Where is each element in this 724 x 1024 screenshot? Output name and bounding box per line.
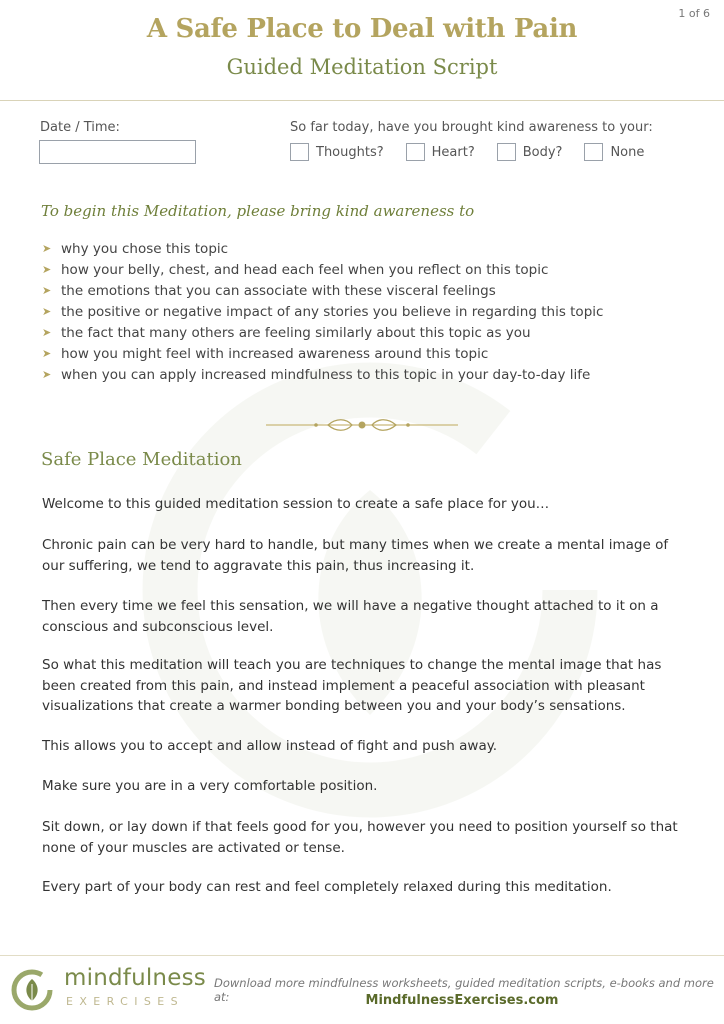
- header-divider: [0, 100, 724, 101]
- list-item: [42, 259, 603, 280]
- intro-bullet-list: [42, 238, 603, 385]
- paragraph: Make sure you are in a very comfortable position.: [42, 778, 378, 794]
- intro-heading: To begin this Meditation, please bring kind awareness to: [41, 202, 475, 220]
- list-item-text: when you can apply increased mindfulness to this topic in your day-to-day life: [61, 366, 591, 383]
- list-item: [42, 322, 603, 343]
- paragraph: So what this meditation will teach you are techniques to change the mental image that has been created from this pain, and instead implement a peaceful association with pleasant visualizations that create a warmer bonding between you and your body’s sensations.: [42, 657, 662, 714]
- list-item-text: the positive or negative impact of any stories you believe in regarding this topic: [61, 303, 604, 320]
- arrow-bullet-icon: ➤: [42, 326, 52, 339]
- checkbox-body[interactable]: [497, 143, 563, 161]
- checkbox-heart-box[interactable]: [406, 143, 425, 161]
- footer-brand-subtitle: EXERCISES: [66, 995, 184, 1008]
- ornamental-divider-icon: [266, 416, 458, 434]
- list-item-text: why you chose this topic: [61, 240, 229, 257]
- checkbox-none-label: None: [610, 144, 645, 160]
- list-item: [42, 280, 603, 301]
- checkbox-heart-label: Heart?: [431, 144, 475, 160]
- arrow-bullet-icon: ➤: [42, 242, 52, 255]
- arrow-bullet-icon: ➤: [42, 368, 52, 381]
- list-item-text: the emotions that you can associate with these visceral feelings: [61, 282, 496, 299]
- list-item: [42, 343, 603, 364]
- list-item: [42, 301, 603, 322]
- paragraph: Then every time we feel this sensation, we will have a negative thought attached to it on a conscious and subconscious level.: [42, 598, 659, 635]
- arrow-bullet-icon: ➤: [42, 305, 52, 318]
- list-item: [42, 238, 603, 259]
- footer-download-text: Download more mindfulness worksheets, guided meditation scripts, e-books and more at:: [214, 976, 714, 1004]
- footer-website-link[interactable]: MindfulnessExercises.com: [365, 993, 559, 1008]
- paragraph: Chronic pain can be very hard to handle, but many times when we create a mental image of our suffering, we tend to aggravate this pain, thus increasing it.: [42, 537, 669, 574]
- paragraph: Every part of your body can rest and feel completely relaxed during this meditation.: [42, 879, 612, 895]
- page-number: 1 of 6: [678, 7, 710, 20]
- checkbox-none-box[interactable]: [584, 143, 603, 161]
- arrow-bullet-icon: ➤: [42, 284, 52, 297]
- awareness-checkbox-group: [290, 143, 666, 161]
- page-title: A Safe Place to Deal with Pain: [146, 14, 578, 44]
- date-time-input[interactable]: [39, 140, 196, 164]
- checkbox-body-box[interactable]: [497, 143, 516, 161]
- list-item-text: how you might feel with increased awareness around this topic: [61, 345, 489, 362]
- enso-watermark-icon: [120, 340, 620, 840]
- date-time-label: Date / Time:: [40, 120, 120, 135]
- checkbox-none[interactable]: [584, 143, 644, 161]
- awareness-question: So far today, have you brought kind awareness to your:: [290, 120, 653, 135]
- arrow-bullet-icon: ➤: [42, 347, 52, 360]
- list-item-text: how your belly, chest, and head each feel when you reflect on this topic: [61, 261, 549, 278]
- checkbox-body-label: Body?: [522, 144, 563, 160]
- checkbox-thoughts-label: Thoughts?: [316, 144, 384, 160]
- footer-brand-name: mindfulness: [64, 965, 206, 991]
- page-subtitle: Guided Meditation Script: [226, 55, 498, 79]
- checkbox-thoughts-box[interactable]: [290, 143, 309, 161]
- list-item-text: the fact that many others are feeling similarly about this topic as you: [61, 324, 531, 341]
- checkbox-heart[interactable]: [406, 143, 475, 161]
- list-item: [42, 364, 603, 385]
- paragraph: Sit down, or lay down if that feels good for you, however you need to position yourself so that none of your muscles are activated or tense.: [42, 819, 678, 856]
- paragraph: This allows you to accept and allow instead of fight and push away.: [42, 738, 498, 754]
- arrow-bullet-icon: ➤: [42, 263, 52, 276]
- footer-divider: [0, 955, 724, 956]
- paragraph: Welcome to this guided meditation session to create a safe place for you…: [42, 496, 550, 512]
- checkbox-thoughts[interactable]: [290, 143, 384, 161]
- section-heading: Safe Place Meditation: [41, 449, 242, 470]
